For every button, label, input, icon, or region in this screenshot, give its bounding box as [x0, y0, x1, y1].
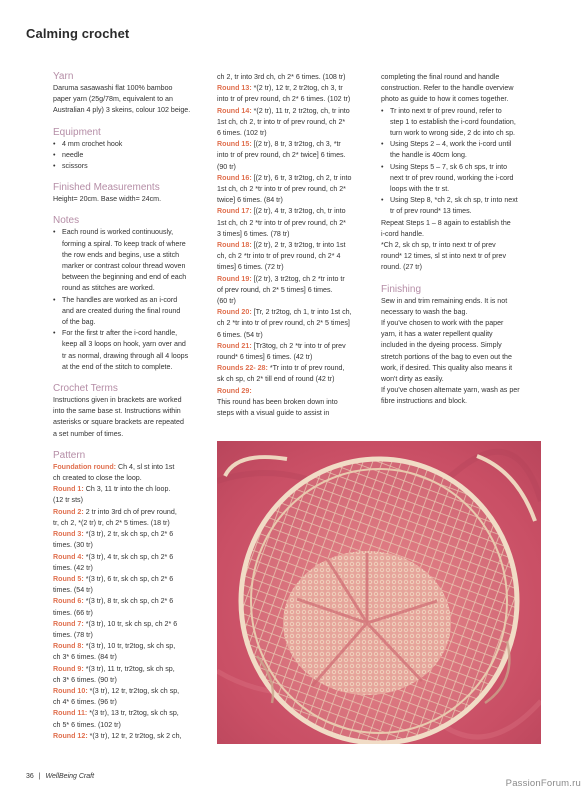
pattern-row: [53, 652, 206, 663]
notes-list: [53, 227, 206, 373]
note-line: between the beginning and end of each: [62, 273, 187, 282]
round-text: 1st ch, ch 2 *tr into tr of prev round, ch 2*: [217, 185, 346, 194]
list-item: [53, 295, 206, 329]
round-text: times. (66 tr): [53, 608, 93, 617]
round-text: (12 tr sts): [53, 496, 83, 505]
round-text: Ch 3, 11 tr into the ch loop.: [83, 485, 171, 494]
watermark: PassionForum.ru: [505, 778, 581, 789]
round-text: *(3 tr), 13 tr, tr2tog, sk ch sp,: [87, 709, 179, 718]
round-text: (60 tr): [217, 297, 236, 306]
pattern-row: [53, 484, 206, 495]
step-line: step 1 to establish the i-cord foundation,: [390, 117, 516, 126]
pattern-row: [217, 117, 370, 128]
equipment-list: [53, 139, 206, 173]
round-label: Round 17:: [217, 207, 252, 216]
pattern-row: [53, 552, 206, 563]
note-line: of the bag.: [62, 318, 96, 327]
finishing-line: stretch portions of the bag to even out the: [381, 352, 512, 361]
pattern-row: [53, 574, 206, 585]
crochet-bag-photo: [217, 441, 541, 744]
list-item: • 4 mm crochet hook: [53, 139, 206, 150]
pattern-row: [217, 285, 370, 296]
round-text: *Tr into tr of prev round,: [267, 364, 345, 373]
round-text: of prev round, ch 2* 5 times] 6 times.: [217, 285, 333, 294]
step-line: • Using Steps 5 – 7, sk 6 ch sps, tr into: [390, 162, 508, 171]
pattern-row: [217, 173, 370, 184]
round-text: ch created to close the loop.: [53, 474, 142, 483]
round-label: Foundation round:: [53, 462, 117, 471]
round-text: twice] 6 times. (84 tr): [217, 196, 283, 205]
round-text: [(2 tr), 3 tr2tog, ch 2 *tr into tr: [251, 274, 345, 283]
pattern-row: [217, 162, 370, 173]
pattern-row: [217, 184, 370, 195]
round-text: *(2 tr), 12 tr, 2 tr2tog, ch 3, tr: [251, 84, 343, 93]
round-text: [Tr3tog, ch 2 *tr into tr of prev: [251, 341, 346, 350]
pattern-row: [217, 83, 370, 94]
pattern-row: [217, 150, 370, 161]
after-line: round. (27 tr): [381, 263, 423, 272]
crochet-terms-text: [53, 395, 206, 440]
round-label: Round 4:: [53, 552, 84, 561]
column-3: [381, 72, 541, 408]
pattern-row: [217, 106, 370, 117]
round-label: Round 14:: [217, 106, 252, 115]
pattern-row: [217, 206, 370, 217]
note-line: the row ends and begins, use a stitch: [62, 250, 180, 259]
round-text: [(2 tr), 8 tr, 3 tr2tog, ch 3, *tr: [251, 140, 341, 149]
pattern-rounds-col1: [53, 462, 206, 742]
pattern-row: [217, 318, 370, 329]
pattern-rounds-col2: [217, 72, 370, 419]
round-text: ch 5* 6 times. (102 tr): [53, 720, 121, 729]
round-label: Round 15:: [217, 140, 252, 149]
pattern-row: [217, 72, 370, 83]
yarn-heading: Yarn: [53, 71, 74, 82]
round-label: Round 6:: [53, 597, 84, 606]
round-text: into tr of prev round, ch 2* 6 times. (102 tr): [217, 95, 351, 104]
round-text: round* 6 times] 6 times. (42 tr): [217, 353, 313, 362]
terms-line: into the same base st. Instructions within: [53, 407, 181, 416]
round-label: Round 8:: [53, 642, 84, 651]
round-label: Round 1:: [53, 485, 84, 494]
equipment-heading: Equipment: [53, 126, 101, 138]
round-label: Round 11:: [53, 709, 88, 718]
column-2: [217, 72, 370, 419]
list-item: [53, 227, 206, 294]
round-text: ch 2, tr into 3rd ch, ch 2* 6 times. (108 tr): [217, 73, 346, 81]
round-text: [(2 tr), 2 tr, 3 tr2tog, tr into 1st: [251, 241, 346, 250]
round-text: *(3 tr), 6 tr, sk ch sp, ch 2* 6: [83, 574, 174, 583]
pattern-row: [217, 229, 370, 240]
after-line: round* 12 times, sl st into next tr of prev: [381, 252, 506, 261]
round-text: steps with a visual guide to assist in: [217, 409, 330, 418]
notes-heading: Notes: [53, 215, 80, 227]
pattern-row: [217, 139, 370, 150]
pattern-row: [53, 720, 206, 731]
list-item: [381, 195, 541, 217]
note-line: round as stitches are worked.: [62, 284, 155, 293]
list-item: [53, 328, 206, 373]
step-line: the handle is 40cm long.: [390, 151, 467, 160]
step-line: turn work to wrong side, 2 dc into ch sp.: [390, 129, 515, 138]
yarn-line: paper yarn (25g/78m, equivalent to an: [53, 95, 173, 104]
terms-line: asterisks or square brackets are repeated: [53, 418, 184, 427]
finishing-line: won't dirty as easily.: [381, 375, 444, 384]
round-text: *(3 tr), 10 tr, sk ch sp, ch 2* 6: [83, 619, 178, 628]
pattern-row: [53, 664, 206, 675]
pattern-row: [217, 397, 370, 408]
pattern-row: [217, 94, 370, 105]
list-item: • scissors: [53, 161, 206, 172]
pattern-row: [217, 296, 370, 307]
measurements-text: Height= 20cm. Base width= 24cm.: [53, 195, 162, 204]
pattern-row: [53, 507, 206, 518]
after-line: i-cord handle.: [381, 229, 424, 238]
pattern-row: [53, 686, 206, 697]
round-label: Round 5:: [53, 574, 84, 583]
finishing-line: included in the dyeing process. Simply: [381, 341, 502, 350]
round-text: times. (54 tr): [53, 586, 93, 595]
magazine-name: WellBeing Craft: [45, 773, 95, 780]
terms-line: Instructions given in brackets are worked: [53, 396, 182, 405]
pattern-row: [53, 563, 206, 574]
pattern-row: [217, 195, 370, 206]
round-label: Round 19:: [217, 274, 252, 283]
pattern-row: [53, 596, 206, 607]
round-text: Ch 4, sl st into 1st: [116, 462, 175, 471]
round-text: *(3 tr), 4 tr, sk ch sp, ch 2* 6: [83, 552, 174, 561]
pattern-row: [53, 529, 206, 540]
pattern-row: [53, 518, 206, 529]
pattern-row: [217, 307, 370, 318]
round-text: into tr of prev round, ch 2* twice] 6 times.: [217, 151, 346, 160]
round-label: Round 10:: [53, 686, 88, 695]
round-text: ch, ch 2 *tr into tr of prev round, ch 2* 4: [217, 252, 341, 261]
pattern-row: [217, 262, 370, 273]
round-text: sk ch sp, ch 2* till end of round (42 tr): [217, 375, 335, 384]
note-line: keep all 3 loops on hook, yarn over and: [62, 340, 186, 349]
finishing-heading: Finishing: [381, 283, 422, 295]
after-line: Repeat Steps 1 – 8 again to establish the: [381, 218, 511, 227]
finishing-line: work, if desired. This quality also means it: [381, 363, 513, 372]
round-text: ch 3* 6 times. (84 tr): [53, 653, 117, 662]
footer-separator: |: [38, 773, 41, 780]
pattern-row: [217, 274, 370, 285]
round-text: times] 6 times. (72 tr): [217, 263, 284, 272]
pattern-row: [217, 128, 370, 139]
list-item: • needle: [53, 150, 206, 161]
page-title: Calming crochet: [26, 26, 130, 41]
round-text: 2 tr into 3rd ch of prev round,: [83, 507, 177, 516]
round-text: ch 4* 6 times. (96 tr): [53, 698, 117, 707]
pattern-row: [217, 218, 370, 229]
pattern-row: [217, 352, 370, 363]
note-line: and are created during the final round: [62, 306, 181, 315]
round-29-after: [381, 218, 541, 274]
intro-line: construction. Refer to the handle overview: [381, 84, 514, 93]
pattern-row: [53, 641, 206, 652]
round-29-intro: [381, 72, 541, 106]
round-text: 6 times. (54 tr): [217, 330, 263, 339]
round-label: Round 13:: [217, 84, 252, 93]
round-text: *(3 tr), 12 tr, tr2tog, sk ch sp,: [87, 686, 180, 695]
round-text: ch 2 *tr into tr of prev round, ch 2* 5 times]: [217, 319, 350, 328]
round-text: This round has been broken down into: [217, 397, 338, 406]
pattern-row: [53, 495, 206, 506]
step-line: • Using Steps 2 – 4, work the i-cord until: [390, 140, 512, 149]
round-text: 6 times. (102 tr): [217, 129, 267, 138]
pattern-row: [53, 608, 206, 619]
yarn-line: Daruma sasawashi flat 100% bamboo: [53, 84, 173, 92]
round-label: Round 7:: [53, 619, 84, 628]
round-label: Round 2:: [53, 507, 84, 516]
round-text: *(3 tr), 12 tr, 2 tr2tog, sk 2 ch,: [87, 731, 182, 740]
yarn-line: Australian 4 ply) 3 skeins, colour 102 beige.: [53, 106, 191, 115]
round-text: *(3 tr), 2 tr, sk ch sp, ch 2* 6: [83, 530, 174, 539]
note-line: forming a spiral. To keep track of where: [62, 239, 186, 248]
page-number: 36: [26, 773, 34, 780]
round-label: Round 20:: [217, 308, 252, 317]
crochet-terms-heading: Crochet Terms: [53, 383, 118, 395]
column-1: [53, 70, 206, 742]
step-line: loops with the tr st.: [390, 185, 450, 194]
pattern-row: [217, 341, 370, 352]
round-label: Round 18:: [217, 241, 252, 250]
pattern-row: [217, 330, 370, 341]
round-text: *(3 tr), 8 tr, sk ch sp, ch 2* 6: [83, 597, 174, 606]
step-line: • Tr into next tr of prev round, refer to: [390, 106, 502, 115]
finishing-line: fibre instructions and block.: [381, 397, 467, 406]
terms-line: a set number of times.: [53, 429, 124, 438]
round-text: 3 times] 6 times. (78 tr): [217, 229, 290, 238]
finishing-text: [381, 296, 541, 408]
note-line: • For the first tr after the i-cord handle,: [62, 329, 178, 338]
pattern-row: [53, 619, 206, 630]
round-text: times. (30 tr): [53, 541, 93, 550]
finishing-line: If you've chosen to work with the paper: [381, 319, 504, 328]
bag-illustration: [217, 441, 541, 744]
round-text: (90 tr): [217, 162, 236, 171]
finishing-line: yarn, it has a water repellent quality: [381, 330, 493, 339]
round-text: *(3 tr), 11 tr, tr2tog, sk ch sp,: [83, 664, 175, 673]
round-label: Round 29:: [217, 386, 252, 395]
note-line: marker or contrast colour thread woven: [62, 262, 186, 271]
pattern-row: [53, 675, 206, 686]
pattern-heading: Pattern: [53, 449, 86, 461]
pattern-row: [217, 240, 370, 251]
round-label: Rounds 22- 28:: [217, 364, 268, 373]
round-text: times. (42 tr): [53, 563, 93, 572]
pattern-row: [53, 731, 206, 742]
pattern-row: [53, 708, 206, 719]
pattern-row: [217, 386, 370, 397]
round-text: [(2 tr), 6 tr, 3 tr2tog, ch 2, tr into: [251, 173, 352, 182]
note-line: tr as normal, drawing through all 4 loops: [62, 351, 189, 360]
round-text: [(2 tr), 4 tr, 3 tr2tog, ch, tr into: [251, 207, 346, 216]
after-line: *Ch 2, sk ch sp, tr into next tr of prev: [381, 241, 496, 250]
pattern-row: [217, 408, 370, 419]
round-text: [Tr, 2 tr2tog, ch 1, tr into 1st ch,: [251, 308, 352, 317]
round-label: Round 9:: [53, 664, 84, 673]
pattern-row: [53, 697, 206, 708]
list-item: [381, 106, 541, 140]
round-text: ch 3* 6 times. (90 tr): [53, 675, 117, 684]
note-line: at the end of the stitch to complete.: [62, 362, 173, 371]
step-line: next tr of prev round, working the i-cord: [390, 173, 514, 182]
pattern-row: [217, 251, 370, 262]
intro-line: photo as guide to how it comes together.: [381, 95, 509, 104]
round-label: Round 16:: [217, 173, 252, 182]
round-text: *(2 tr), 11 tr, 2 tr2tog, ch, tr into: [251, 106, 350, 115]
pattern-row: [53, 540, 206, 551]
round-text: 1st ch, ch 2 *tr into tr of prev round, ch 2*: [217, 218, 346, 227]
note-line: • Each round is worked continuously,: [62, 228, 174, 237]
round-label: Round 21:: [217, 341, 252, 350]
round-text: 1st ch, ch 2, tr into tr of prev round, ch 2*: [217, 117, 346, 126]
finishing-line: If you've chosen alternate yarn, wash as per: [381, 386, 520, 395]
finishing-line: Sew in and trim remaining ends. It is not: [381, 296, 508, 305]
pattern-row: [53, 462, 206, 473]
round-text: times. (78 tr): [53, 630, 93, 639]
pattern-row: [53, 585, 206, 596]
step-line: • Using Step 8, *ch 2, sk ch sp, tr into next: [390, 196, 518, 205]
list-item: [381, 162, 541, 196]
page-footer: [26, 773, 94, 780]
yarn-text: [53, 83, 206, 117]
pattern-row: [217, 374, 370, 385]
pattern-row: [53, 473, 206, 484]
round-text: tr, ch 2, *(2 tr) tr, ch 2* 5 times. (18 tr): [53, 518, 170, 527]
list-item: [381, 139, 541, 161]
round-label: Round 12:: [53, 731, 88, 740]
intro-line: completing the final round and handle: [381, 73, 500, 81]
round-label: Round 3:: [53, 530, 84, 539]
note-line: • The handles are worked as an i-cord: [62, 295, 178, 304]
round-text: *(3 tr), 10 tr, tr2tog, sk ch sp,: [83, 642, 176, 651]
pattern-row: [217, 363, 370, 374]
pattern-row: [53, 630, 206, 641]
finishing-line: necessary to wash the bag.: [381, 307, 468, 316]
round-29-steps: [381, 106, 541, 218]
measurements-heading: Finished Measurements: [53, 182, 160, 194]
step-line: tr of prev round* 13 times.: [390, 207, 472, 216]
